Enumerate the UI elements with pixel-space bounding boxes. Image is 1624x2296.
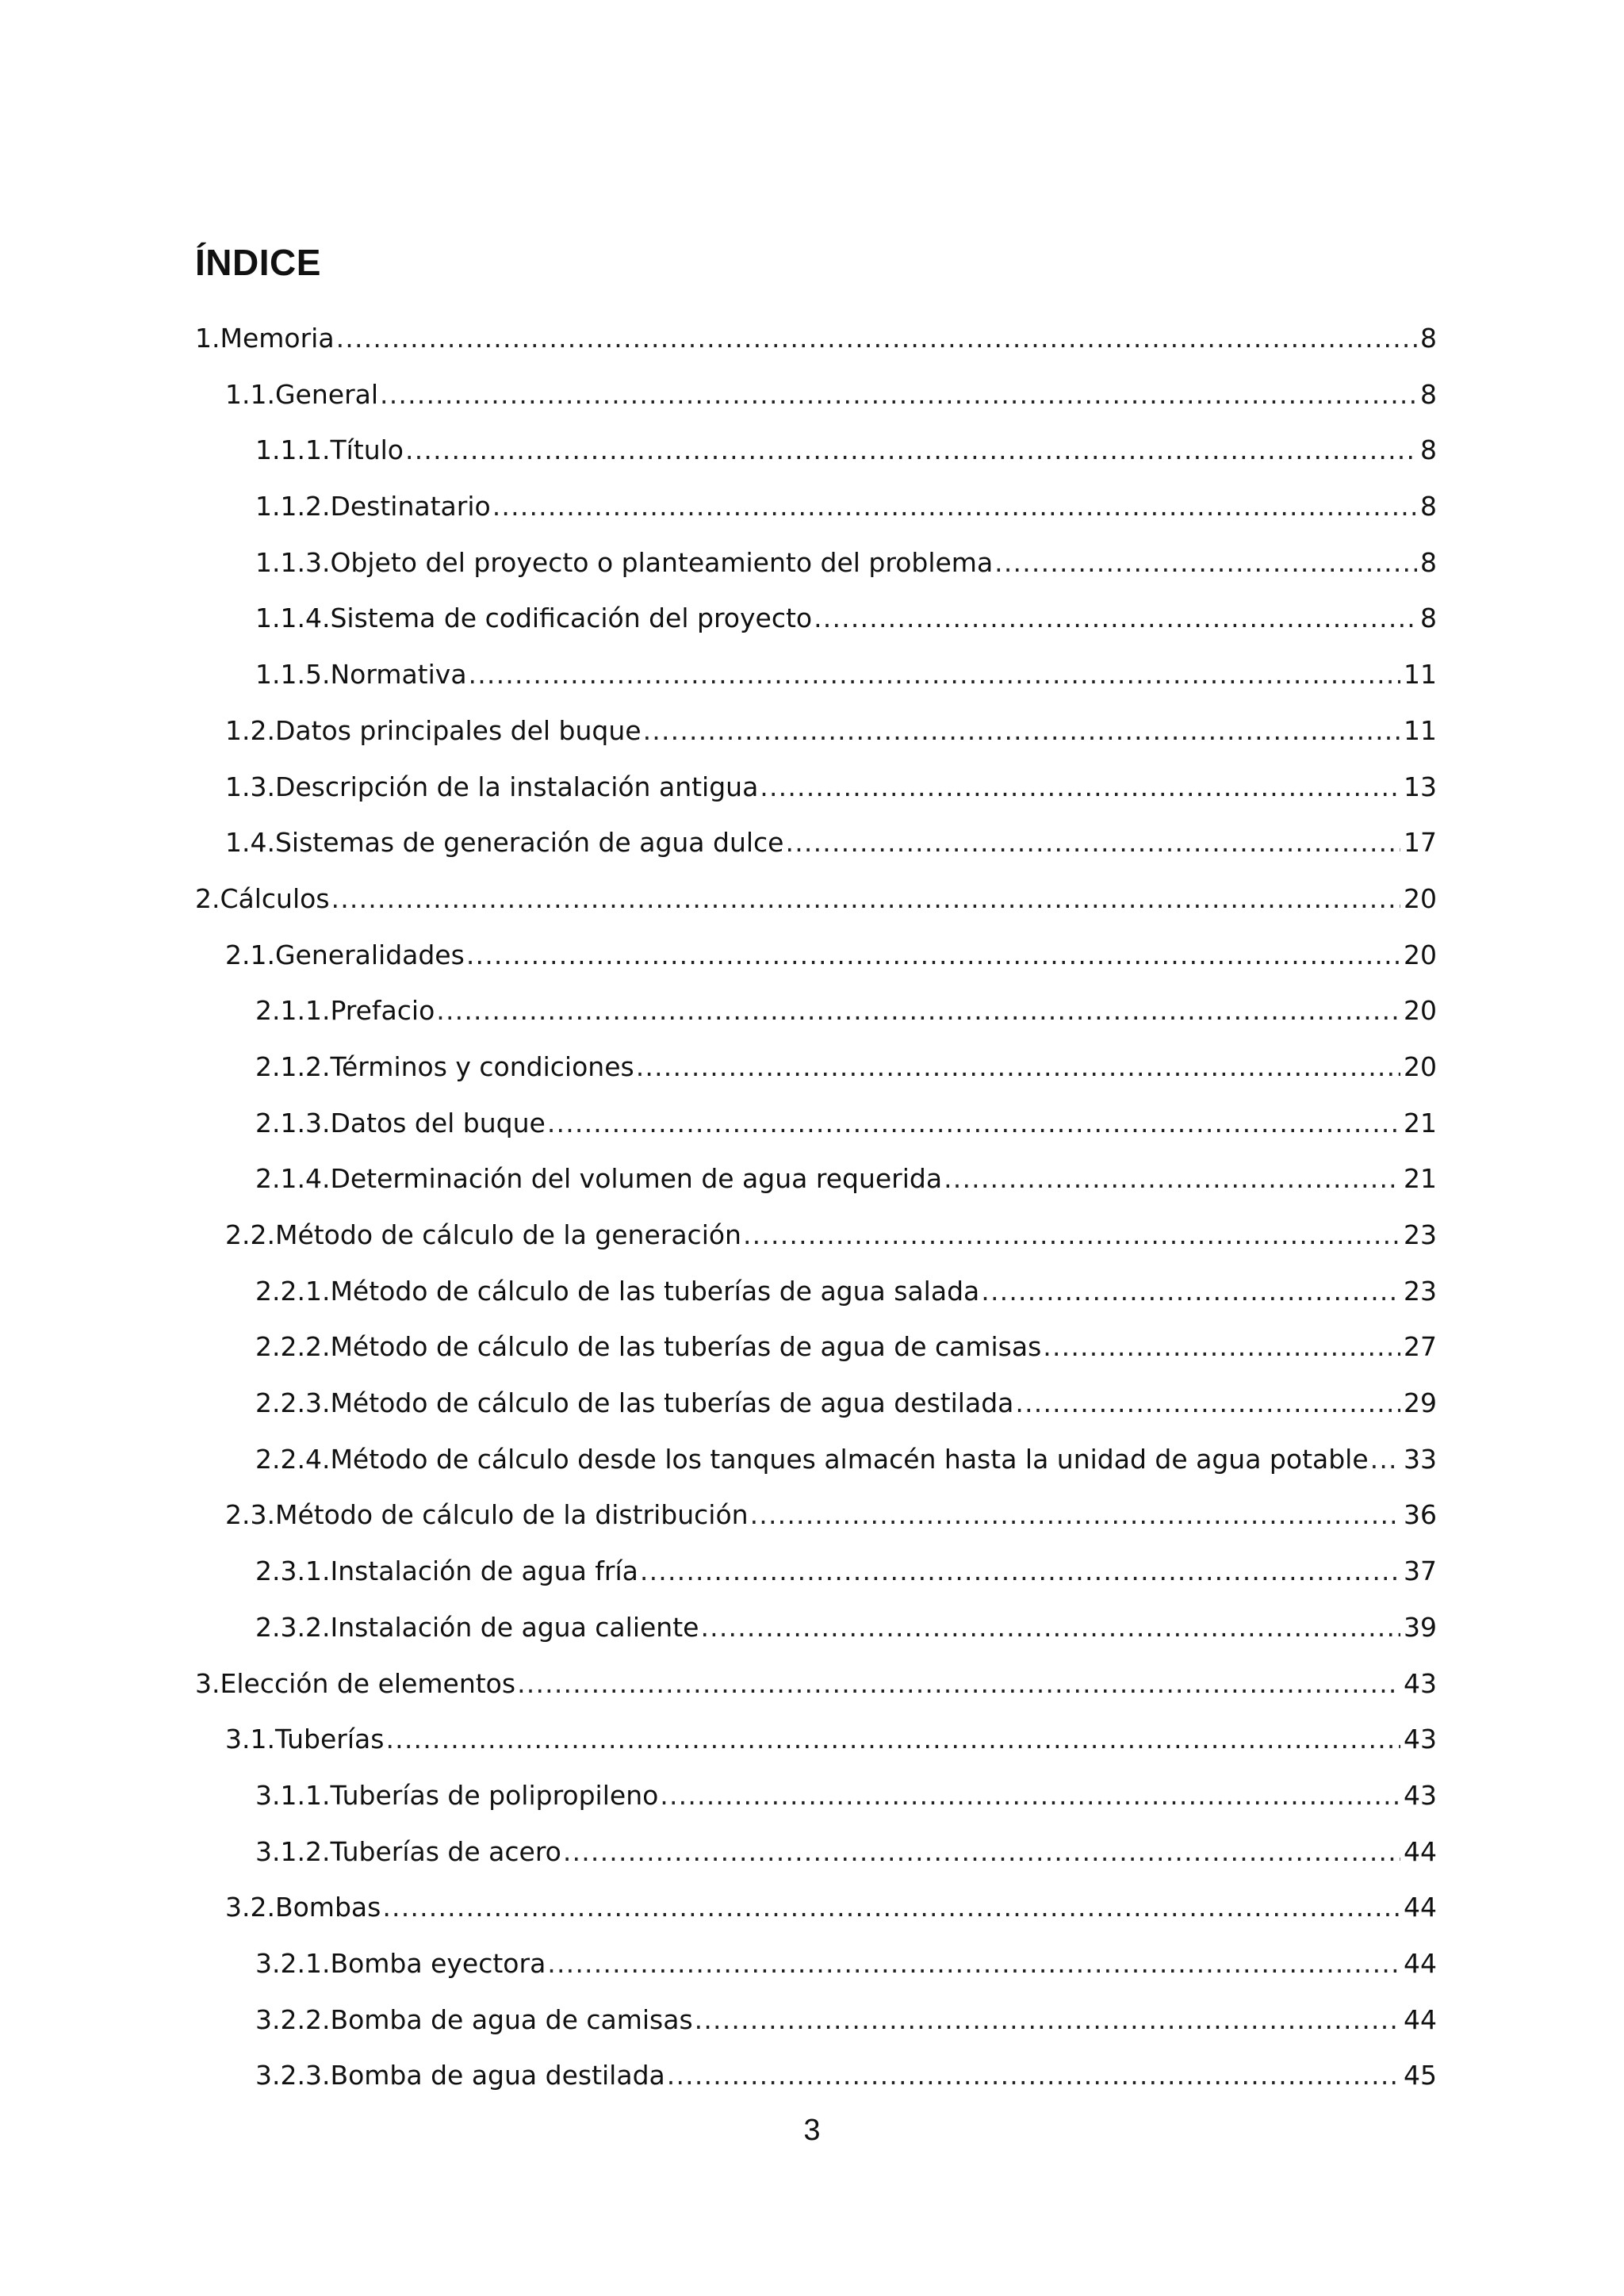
toc-entry[interactable] <box>195 600 1437 656</box>
toc-entry-page: 8 <box>1420 546 1437 578</box>
toc-entry[interactable] <box>195 713 1437 769</box>
toc-entry[interactable] <box>195 1721 1437 1777</box>
toc-entry-title: 2.2.Método de cálculo de la generación <box>225 1219 741 1250</box>
toc-entry-page: 20 <box>1404 1050 1437 1082</box>
table-of-contents <box>195 320 1437 2114</box>
toc-entry-page: 17 <box>1404 827 1437 859</box>
dot-leader <box>981 1273 1400 1310</box>
toc-entry-page: 27 <box>1404 1331 1437 1363</box>
toc-entry-title: 2.Cálculos <box>195 882 330 914</box>
toc-entry-page: 8 <box>1420 323 1437 354</box>
dot-leader <box>1370 1441 1400 1478</box>
dot-leader <box>695 2002 1400 2038</box>
dot-leader <box>385 1721 1400 1758</box>
toc-entry[interactable] <box>195 881 1437 937</box>
toc-entry-page: 8 <box>1420 434 1437 466</box>
toc-entry-page: 43 <box>1404 1779 1437 1811</box>
dot-leader <box>436 993 1400 1029</box>
toc-entry-page: 20 <box>1404 995 1437 1027</box>
toc-entry-title: 3.2.Bombas <box>225 1892 381 1923</box>
dot-leader <box>640 1553 1400 1590</box>
toc-entry-title: 1.4.Sistemas de generación de agua dulce <box>225 827 784 859</box>
toc-entry-page: 33 <box>1404 1443 1437 1475</box>
toc-entry-page: 44 <box>1404 1947 1437 1979</box>
dot-leader <box>760 769 1400 806</box>
toc-entry-page: 44 <box>1404 1835 1437 1867</box>
toc-entry[interactable] <box>195 769 1437 825</box>
toc-entry-title: 3.1.Tuberías <box>225 1724 385 1755</box>
toc-entry-page: 44 <box>1404 1892 1437 1923</box>
toc-entry-title: 2.1.3.Datos del buque <box>255 1107 546 1138</box>
toc-entry-page: 45 <box>1404 2060 1437 2091</box>
toc-entry-title: 1.2.Datos principales del buque <box>225 714 642 746</box>
toc-entry[interactable] <box>195 1497 1437 1553</box>
toc-entry-title: 3.2.2.Bomba de agua de camisas <box>255 2003 693 2035</box>
toc-entry[interactable] <box>195 1105 1437 1161</box>
toc-entry-title: 2.2.4.Método de cálculo desde los tanques almacén hasta la unidad de agua potable <box>255 1443 1369 1475</box>
toc-entry[interactable] <box>195 545 1437 601</box>
dot-leader <box>469 656 1400 693</box>
toc-entry-title: 1.1.2.Destinatario <box>255 491 491 522</box>
toc-entry[interactable] <box>195 1889 1437 1946</box>
dot-leader <box>517 1666 1400 1702</box>
dot-leader <box>380 377 1417 413</box>
toc-entry-title: 3.Elección de elementos <box>195 1667 516 1699</box>
toc-entry[interactable] <box>195 432 1437 488</box>
dot-leader <box>994 545 1417 581</box>
toc-entry-title: 2.2.3.Método de cálculo de las tuberías de agua destilada <box>255 1387 1014 1419</box>
toc-entry-title: 2.1.4.Determinación del volumen de agua requerida <box>255 1163 943 1195</box>
dot-leader <box>547 1946 1400 1982</box>
toc-entry-page: 11 <box>1404 714 1437 746</box>
toc-entry-title: 2.1.Generalidades <box>225 939 465 970</box>
toc-entry-page: 21 <box>1404 1163 1437 1195</box>
dot-leader <box>786 825 1401 861</box>
toc-entry-page: 37 <box>1404 1556 1437 1587</box>
toc-entry[interactable] <box>195 825 1437 881</box>
toc-entry-page: 23 <box>1404 1219 1437 1250</box>
toc-entry-page: 29 <box>1404 1387 1437 1419</box>
toc-entry[interactable] <box>195 1161 1437 1217</box>
toc-entry[interactable] <box>195 1666 1437 1722</box>
toc-entry-title: 3.2.1.Bomba eyectora <box>255 1947 546 1979</box>
dot-leader <box>563 1834 1400 1870</box>
dot-leader <box>700 1609 1400 1646</box>
toc-entry-page: 23 <box>1404 1275 1437 1307</box>
toc-entry-title: 2.1.1.Prefacio <box>255 995 435 1027</box>
toc-entry[interactable] <box>195 993 1437 1049</box>
dot-leader <box>547 1105 1400 1142</box>
toc-entry[interactable] <box>195 1946 1437 2002</box>
toc-entry-title: 1.3.Descripción de la instalación antigua <box>225 771 759 802</box>
toc-entry-title: 1.1.4.Sistema de codificación del proyecto <box>255 603 813 634</box>
toc-entry-title: 3.2.3.Bomba de agua destilada <box>255 2060 665 2091</box>
toc-entry-page: 8 <box>1420 378 1437 410</box>
toc-entry-page: 44 <box>1404 2003 1437 2035</box>
toc-entry-title: 1.1.5.Normativa <box>255 659 467 691</box>
toc-entry-title: 3.1.1.Tuberías de polipropileno <box>255 1779 659 1811</box>
toc-entry-page: 8 <box>1420 603 1437 634</box>
toc-entry-title: 2.3.1.Instalación de agua fría <box>255 1556 638 1587</box>
toc-entry[interactable] <box>195 320 1437 377</box>
toc-entry[interactable] <box>195 1329 1437 1385</box>
toc-entry[interactable] <box>195 1777 1437 1834</box>
toc-entry-page: 13 <box>1404 771 1437 802</box>
dot-leader <box>405 432 1417 469</box>
toc-entry-title: 2.2.2.Método de cálculo de las tuberías de agua de camisas <box>255 1331 1042 1363</box>
toc-entry-title: 1.Memoria <box>195 323 335 354</box>
toc-entry-title: 2.3.2.Instalación de agua caliente <box>255 1611 699 1643</box>
toc-entry-page: 43 <box>1404 1667 1437 1699</box>
dot-leader <box>382 1889 1400 1926</box>
toc-entry-page: 11 <box>1404 659 1437 691</box>
dot-leader <box>743 1217 1400 1253</box>
toc-entry-title: 2.2.1.Método de cálculo de las tuberías de agua salada <box>255 1275 980 1307</box>
toc-entry-page: 43 <box>1404 1724 1437 1755</box>
toc-entry[interactable] <box>195 1217 1437 1273</box>
toc-entry[interactable] <box>195 1049 1437 1105</box>
toc-entry[interactable] <box>195 377 1437 433</box>
dot-leader <box>336 320 1417 357</box>
toc-entry-page: 21 <box>1404 1107 1437 1138</box>
dot-leader <box>814 600 1417 637</box>
toc-entry-page: 39 <box>1404 1611 1437 1643</box>
page-number: 3 <box>803 2114 821 2147</box>
toc-entry[interactable] <box>195 937 1437 993</box>
toc-entry-page: 36 <box>1404 1499 1437 1531</box>
toc-entry[interactable] <box>195 1609 1437 1666</box>
dot-leader <box>944 1161 1400 1197</box>
dot-leader <box>750 1497 1400 1533</box>
toc-entry-page: 8 <box>1420 491 1437 522</box>
dot-leader <box>660 1777 1400 1814</box>
toc-entry-title: 1.1.General <box>225 378 379 410</box>
toc-entry[interactable] <box>195 2057 1437 2114</box>
dot-leader <box>667 2057 1400 2094</box>
dot-leader <box>643 713 1400 749</box>
toc-entry[interactable] <box>195 488 1437 545</box>
toc-entry[interactable] <box>195 656 1437 713</box>
toc-entry[interactable] <box>195 1273 1437 1330</box>
dot-leader <box>1043 1329 1400 1365</box>
toc-heading: ÍNDICE <box>195 242 321 283</box>
toc-entry-title: 2.3.Método de cálculo de la distribución <box>225 1499 749 1531</box>
dot-leader <box>492 488 1417 525</box>
dot-leader <box>331 881 1400 917</box>
toc-entry-page: 20 <box>1404 882 1437 914</box>
toc-entry-title: 2.1.2.Términos y condiciones <box>255 1050 634 1082</box>
toc-entry[interactable] <box>195 1441 1437 1498</box>
toc-entry-title: 3.1.2.Tuberías de acero <box>255 1835 561 1867</box>
toc-entry-page: 20 <box>1404 939 1437 970</box>
dot-leader <box>1015 1385 1400 1422</box>
toc-entry-title: 1.1.1.Título <box>255 434 404 466</box>
dot-leader <box>636 1049 1400 1085</box>
toc-entry-title: 1.1.3.Objeto del proyecto o planteamiento del problema <box>255 546 994 578</box>
toc-entry[interactable] <box>195 1385 1437 1441</box>
toc-entry[interactable] <box>195 1834 1437 1890</box>
dot-leader <box>466 937 1400 974</box>
toc-entry[interactable] <box>195 2002 1437 2058</box>
toc-entry[interactable] <box>195 1553 1437 1609</box>
